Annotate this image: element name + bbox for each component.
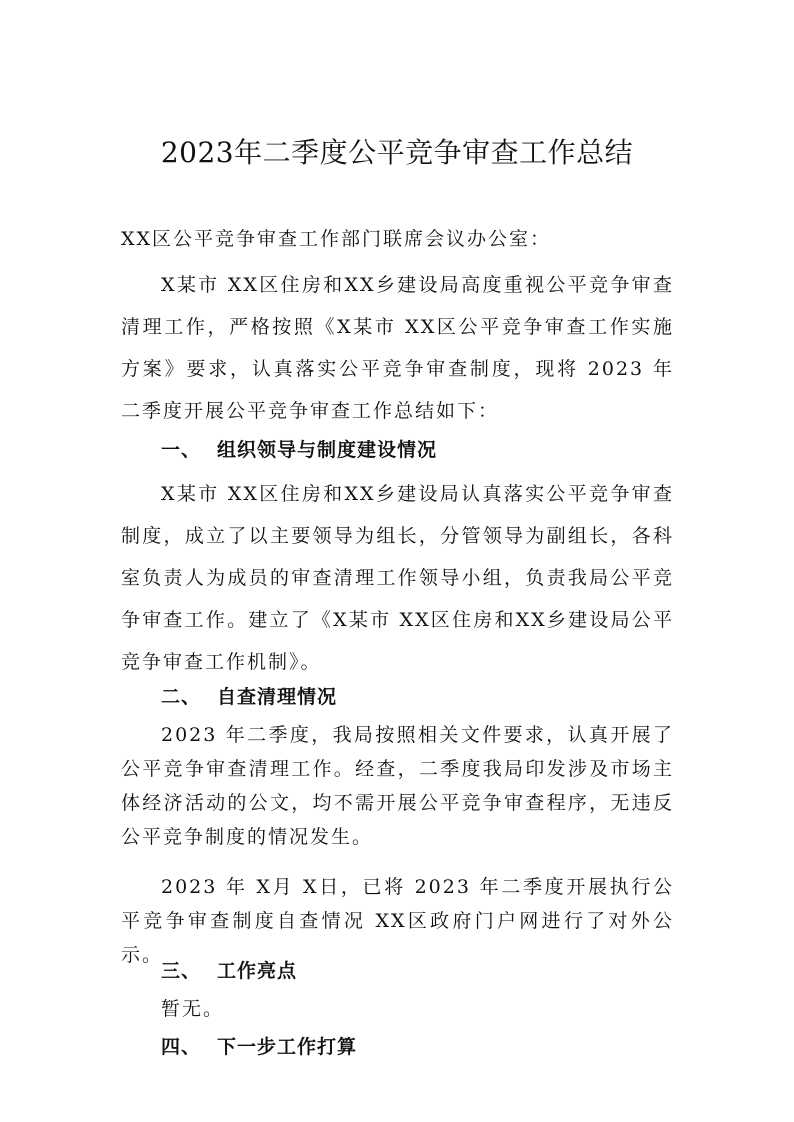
section-title: 组织领导与制度建设情况 <box>217 439 438 461</box>
section-1-paragraph: X某市 XX区住房和XX乡建设局认真落实公平竞争审查制度，成立了以主要领导为组长，分管领导为副组长，各科室负责人为成员的审查清理工作领导小组，负责我局公平竞争审查工作。建立了《X某市 XX区住房和XX乡建设局公平竞争审查工作机制》。 <box>121 483 674 673</box>
section-heading-3 <box>161 954 297 988</box>
section-title: 下一步工作打算 <box>217 1036 358 1058</box>
section-number: 四、 <box>161 1036 202 1058</box>
section-heading-1 <box>161 433 437 467</box>
section-2-paragraph-1: 2023 年二季度，我局按照相关文件要求，认真开展了公平竞争审查清理工作。经查，二季度我局印发涉及市场主体经济活动的公文，均不需开展公平竞争审查程序，无违反公平竞争制度的情况发生。 <box>121 724 674 848</box>
salutation: XX区公平竞争审查工作部门联席会议办公室： <box>121 228 552 250</box>
section-3-paragraph: 暂无。 <box>161 998 225 1020</box>
section-title: 自查清理情况 <box>217 686 338 708</box>
section-2-paragraph-2: 2023 年 X月 X日，已将 2023 年二季度开展执行公平竞争审查制度自查情况 XX区政府门户网进行了对外公示。 <box>121 876 674 966</box>
section-heading-4 <box>161 1030 357 1064</box>
section-number: 二、 <box>161 686 202 708</box>
document-title: 2023年二季度公平竞争审查工作总结 <box>160 136 634 169</box>
section-number: 三、 <box>161 960 202 982</box>
section-heading-2 <box>161 680 337 714</box>
section-title: 工作亮点 <box>217 960 298 982</box>
section-number: 一、 <box>161 439 202 461</box>
intro-paragraph: X某市 XX区住房和XX乡建设局高度重视公平竞争审查清理工作，严格按照《X某市 XX区公平竞争审查工作实施方案》要求，认真落实公平竞争审查制度，现将 2023 年二季度开展公平竞争审查工作总结如下： <box>121 274 674 422</box>
